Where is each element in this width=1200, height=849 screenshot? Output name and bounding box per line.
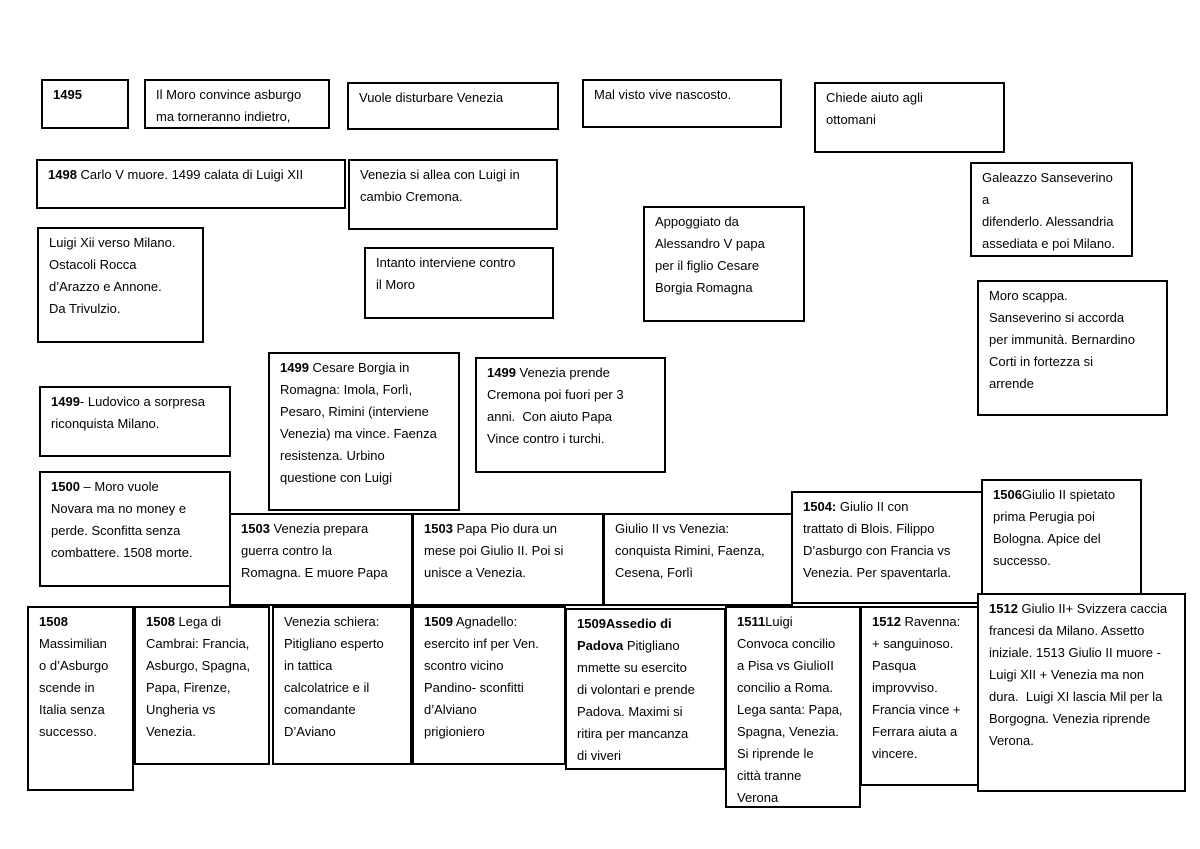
note-text: - Ludovico a sorpresa riconquista Milano. [51,394,205,431]
note-moro-scappa [977,280,1168,416]
note-year: 1504: [803,499,837,514]
note-sanseverino [970,162,1133,257]
note-1503-venezia [229,513,413,606]
note-text: Cesare Borgia in Romagna: Imola, Forlì, Pesaro, Rimini (interviene Venezia) ma vince. Faenza resistenza. Urbino questione con Luigi [280,360,437,485]
note-ottomani [814,82,1005,153]
note-1499-borgia [268,352,460,511]
note-text: Pitigliano mmette su esercito di volontari e prende Padova. Maximi si ritira per mancanza di viveri [577,638,695,763]
note-text: Vuole disturbare Venezia [359,90,504,105]
note-year: 1500 [51,479,80,494]
note-text: Ravenna: + sanguinoso. Pasqua improvviso. Francia vince + Ferrara aiuta a vincere. [872,614,961,761]
note-text: Chiede aiuto agli ottomani [826,90,923,127]
note-text: Agnadello: esercito inf per Ven. scontro vicino Pandino- sconfitti d’Alviano prigioniero [424,614,539,739]
note-year: 1506 [993,487,1022,502]
note-text: – Moro vuole Novara ma no money e perde. Sconfitta senza combattere. 1508 morte. [51,479,193,560]
note-year: 1509Assedio di Padova [577,616,672,653]
note-year: 1495 [53,87,82,102]
note-text: Appoggiato da Alessandro V papa per il figlio Cesare Borgia Romagna [655,214,765,295]
note-1506 [981,479,1142,597]
note-venezia-luigi [348,159,558,230]
note-year: 1509 [424,614,453,629]
note-text: Venezia prende Cremona poi fuori per 3 anni. Con aiuto Papa Vince contro i turchi. [487,365,624,446]
note-year: 1512 [989,601,1018,616]
note-text: Papa Pio dura un mese poi Giulio II. Poi si unisce a Venezia. [424,521,564,580]
note-1509-agnadello [412,606,566,765]
note-venezia-schiera [272,606,412,765]
note-1508-cambrai [134,606,270,765]
note-1512-ravenna [860,606,979,786]
note-1509-padova [565,608,726,770]
note-giulio-vs-venezia [603,513,793,606]
note-text: Venezia si allea con Luigi in cambio Cremona. [360,167,520,204]
note-text: Lega di Cambrai: Francia, Asburgo, Spagna, Papa, Firenze, Ungheria vs Venezia. [146,614,251,739]
note-year: 1503 [424,521,453,536]
note-1499-cremona [475,357,666,473]
note-year: 1498 [48,167,77,182]
note-text: Luigi Xii verso Milano. Ostacoli Rocca d’Arazzo e Annone. Da Trivulzio. [49,235,176,316]
note-1499-ludovico [39,386,231,457]
note-year: 1503 [241,521,270,536]
note-text: Giulio II spietato prima Perugia poi Bologna. Apice del successo. [993,487,1116,568]
note-year: 1508 [39,614,68,629]
note-interviene-moro [364,247,554,319]
note-1503-papa-pio [412,513,604,606]
note-text: Massimilian o d’Asburgo scende in Italia senza successo. [39,636,109,739]
note-text: Galeazzo Sanseverino a difenderlo. Alessandria assediata e poi Milano. [982,170,1115,251]
note-1495 [41,79,129,129]
note-text: Carlo V muore. 1499 calata di Luigi XII [76,167,304,182]
note-1498 [36,159,346,209]
note-year: 1512 [872,614,901,629]
note-year: 1499 [280,360,309,375]
note-alessandro-papa [643,206,805,322]
note-text: Giulio II vs Venezia: conquista Rimini, Faenza, Cesena, Forlì [615,521,765,580]
note-year: 1508 [146,614,175,629]
note-year: 1499 [51,394,80,409]
note-text: Intanto interviene contro il Moro [376,255,516,292]
note-text: Luigi Convoca concilio a Pisa vs GiulioII concilio a Roma. Lega santa: Papa, Spagna, Venezia. Si riprende le città tranne Verona [737,614,843,805]
note-moro-convince [144,79,330,129]
note-1511 [725,606,861,808]
note-1500 [39,471,231,587]
note-text: Giulio II+ Svizzera caccia francesi da Milano. Assetto iniziale. 1513 Giulio II muore - Luigi XII + Venezia ma non dura. Luigi XI lascia Mil per la Borgogna. Venezia riprende Verona. [989,601,1168,748]
note-year: 1499 [487,365,516,380]
note-1512-giulio [977,593,1186,792]
note-mal-visto [582,79,782,128]
note-text: Venezia schiera: Pitigliano esperto in tattica calcolatrice e il comandante D’Aviano [284,614,384,739]
note-text: Moro scappa. Sanseverino si accorda per immunità. Bernardino Corti in fortezza si arrende [989,288,1135,391]
note-text: Il Moro convince asburgo ma torneranno indietro, [156,87,302,124]
note-1504 [791,491,983,604]
note-1508-massimiliano [27,606,134,791]
note-disturbare-venezia [347,82,559,130]
note-text: Mal visto vive nascosto. [594,87,732,102]
note-year: 1511 [737,614,766,629]
note-luigi-milano [37,227,204,343]
note-text: Giulio II con trattato di Blois. Filippo D’asburgo con Francia vs Venezia. Per spaventarla. [803,499,952,580]
note-text: Venezia prepara guerra contro la Romagna. E muore Papa [241,521,388,580]
